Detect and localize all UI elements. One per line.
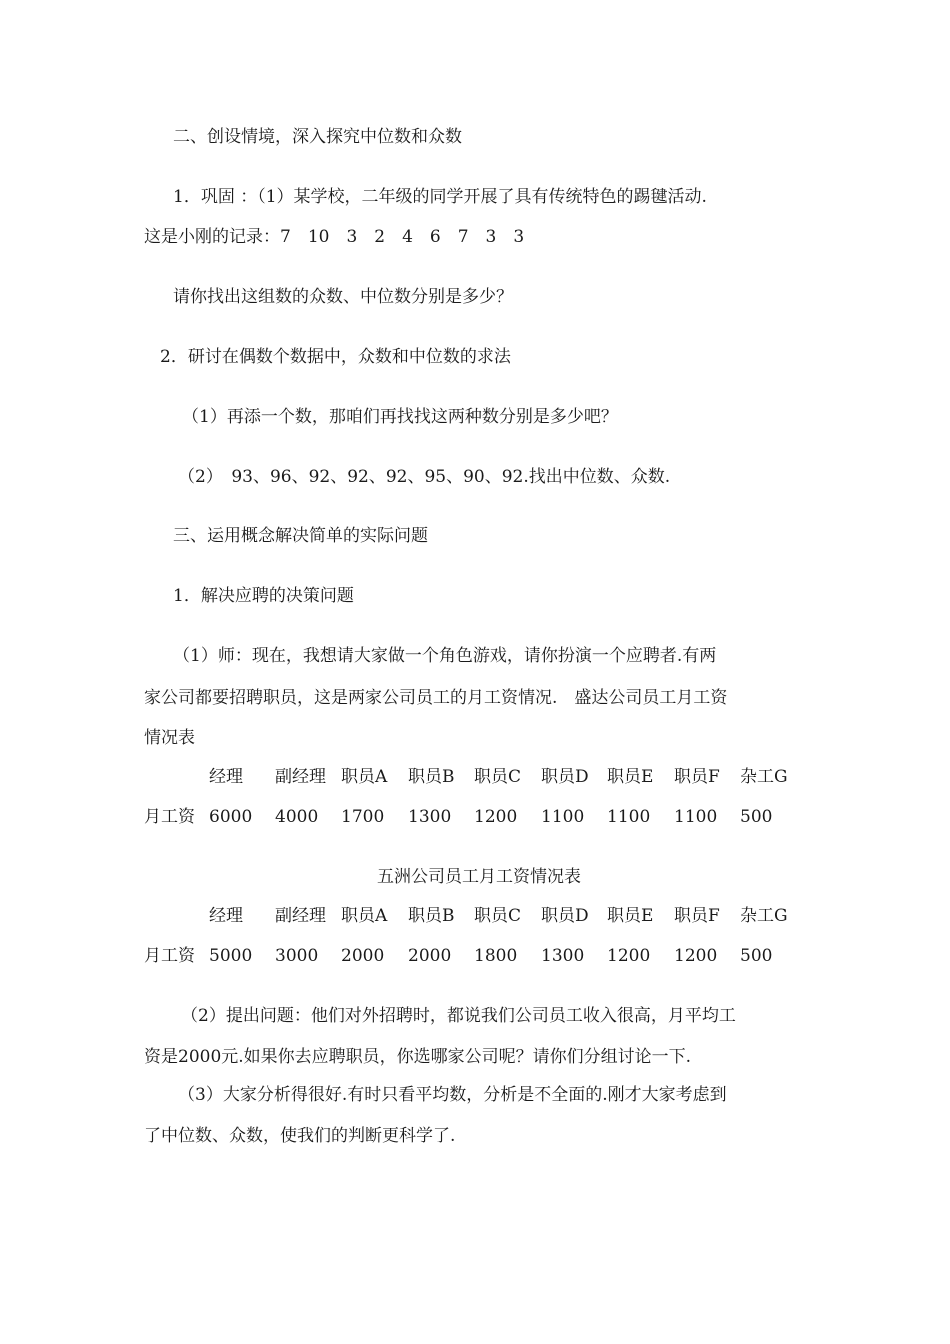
table-value-cell: 1300 bbox=[408, 807, 452, 827]
section3-para1-line3: 情况表 bbox=[144, 728, 195, 748]
para3-line2: 了中位数、众数，使我们的判断更科学了. bbox=[144, 1126, 456, 1146]
para3-line1: （3）大家分析得很好.有时只看平均数，分析是不全面的.刚才大家考虑到 bbox=[178, 1085, 727, 1105]
table-header-cell: 职员A bbox=[341, 767, 388, 787]
section3-para1-line1: （1）师：现在，我想请大家做一个角色游戏，请你扮演一个应聘者.有两 bbox=[173, 646, 717, 666]
table-header-cell: 职员C bbox=[474, 767, 522, 787]
table-value-cell: 1800 bbox=[474, 946, 518, 966]
table-title-wuzhou: 五洲公司员工月工资情况表 bbox=[377, 867, 581, 887]
section2-item1-question: 请你找出这组数的众数、中位数分别是多少？ bbox=[173, 287, 513, 307]
section2-item1-line2: 这是小刚的记录：7 10 3 2 4 6 7 3 3 bbox=[144, 227, 525, 247]
section2-item2-sub1: （1）再添一个数，那咱们再找找这两种数分别是多少吧？ bbox=[182, 407, 618, 427]
table-header-cell: 职员F bbox=[674, 767, 720, 787]
section3-heading: 三、运用概念解决简单的实际问题 bbox=[173, 526, 428, 546]
table-header-cell: 副经理 bbox=[275, 906, 326, 926]
table-header-cell: 职员D bbox=[541, 767, 589, 787]
table-header-cell: 副经理 bbox=[275, 767, 326, 787]
table-value-cell: 1700 bbox=[341, 807, 385, 827]
table-value-cell: 2000 bbox=[408, 946, 452, 966]
table-header-cell: 经理 bbox=[209, 767, 243, 787]
table-header-cell: 职员E bbox=[607, 906, 654, 926]
table-value-cell: 1100 bbox=[607, 807, 651, 827]
table-header-cell: 职员B bbox=[408, 906, 455, 926]
table-header-cell: 经理 bbox=[209, 906, 243, 926]
table-header-cell: 职员E bbox=[607, 767, 654, 787]
table-header-cell: 职员A bbox=[341, 906, 388, 926]
table-value-cell: 500 bbox=[740, 807, 773, 827]
table-value-cell: 2000 bbox=[341, 946, 385, 966]
table-header-cell: 职员D bbox=[541, 906, 589, 926]
table-value-cell: 6000 bbox=[209, 807, 253, 827]
table-value-cell: 1100 bbox=[541, 807, 585, 827]
table-value-cell: 1100 bbox=[674, 807, 718, 827]
table-header-cell: 职员F bbox=[674, 906, 720, 926]
table-header-cell: 杂工G bbox=[740, 767, 788, 787]
para2-line1: （2）提出问题：他们对外招聘时，都说我们公司员工收入很高，月平均工 bbox=[181, 1006, 736, 1026]
table-value-cell: 5000 bbox=[209, 946, 253, 966]
section2-item2-sub2: （2） 93、96、92、92、92、95、90、92.找出中位数、众数. bbox=[178, 467, 671, 487]
section2-item2-heading: 2．研讨在偶数个数据中，众数和中位数的求法 bbox=[160, 347, 511, 367]
table-row-label: 月工资 bbox=[144, 807, 195, 827]
table-row-label: 月工资 bbox=[144, 946, 195, 966]
table-header-cell: 职员B bbox=[408, 767, 455, 787]
table-value-cell: 1200 bbox=[674, 946, 718, 966]
table-value-cell: 4000 bbox=[275, 807, 319, 827]
table-value-cell: 1200 bbox=[474, 807, 518, 827]
table-value-cell: 1300 bbox=[541, 946, 585, 966]
table-value-cell: 1200 bbox=[607, 946, 651, 966]
table-header-cell: 杂工G bbox=[740, 906, 788, 926]
section2-heading: 二、创设情境，深入探究中位数和众数 bbox=[173, 127, 462, 147]
section2-item1-line1: 1．巩固 ：（1）某学校，二年级的同学开展了具有传统特色的踢毽活动. bbox=[173, 187, 707, 207]
para2-line2: 资是2000元.如果你去应聘职员，你选哪家公司呢？请你们分组讨论一下. bbox=[144, 1047, 692, 1067]
table-value-cell: 500 bbox=[740, 946, 773, 966]
section3-item1-heading: 1．解决应聘的决策问题 bbox=[173, 586, 354, 606]
table-header-cell: 职员C bbox=[474, 906, 522, 926]
table-value-cell: 3000 bbox=[275, 946, 319, 966]
section3-para1-line2: 家公司都要招聘职员，这是两家公司员工的月工资情况. 盛达公司员工月工资 bbox=[144, 688, 728, 708]
